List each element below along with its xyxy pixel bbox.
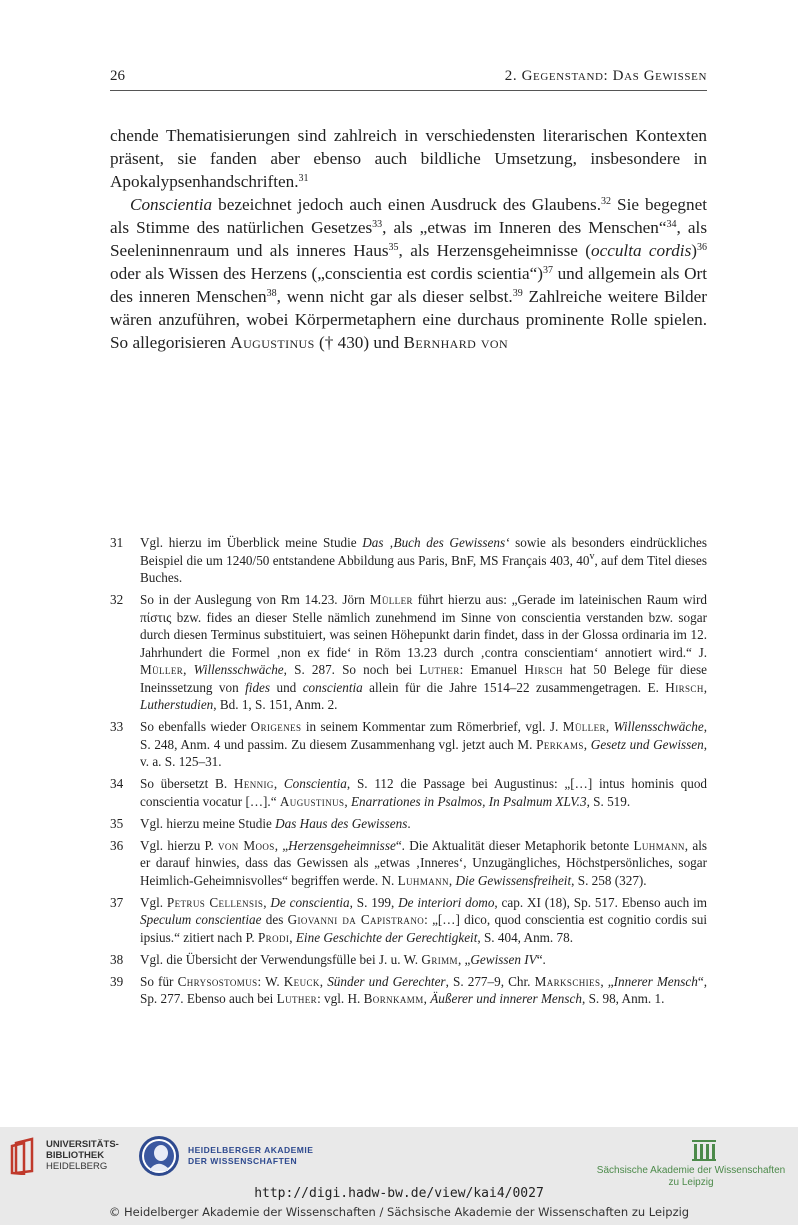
footnote-38 bbox=[110, 951, 707, 969]
paragraph-2 bbox=[110, 193, 707, 354]
text-run: Vgl. bbox=[140, 894, 167, 910]
text-run: , als Herzensgeheimnisse ( bbox=[398, 241, 591, 260]
text-run-italic: Conscientia bbox=[283, 776, 347, 791]
footnote-ref-34[interactable]: 34 bbox=[666, 219, 677, 230]
footnote-number: 38 bbox=[110, 951, 124, 967]
author-name: Origenes bbox=[250, 719, 302, 734]
text-run: und allgemein als Ort des inneren Menschen bbox=[110, 264, 707, 306]
text-run: , „ bbox=[600, 973, 614, 989]
footnote-ref-36[interactable]: 36 bbox=[697, 242, 707, 253]
text-run: , v. a. S. 125–31. bbox=[140, 736, 707, 769]
footnote-number: 35 bbox=[110, 815, 124, 831]
text-run: , bbox=[583, 736, 591, 752]
text-run-italic: De conscientia bbox=[270, 894, 350, 910]
footnote-34 bbox=[110, 775, 707, 810]
author-name: Luther bbox=[276, 991, 318, 1006]
text-run: , auf dem Titel dieses Buches. bbox=[140, 552, 707, 585]
logo-text: BIBLIOTHEK bbox=[46, 1150, 105, 1161]
footnote-number: 34 bbox=[110, 776, 124, 791]
text-run-italic: Eine Geschichte der Gerechtigkeit bbox=[295, 929, 478, 945]
text-run: So für bbox=[140, 973, 178, 989]
author-name: Hirsch bbox=[665, 679, 704, 695]
text-run: , S. 519. bbox=[586, 793, 631, 809]
logo-text: Sächsische Akademie der Wissenschaften bbox=[596, 1165, 786, 1176]
footnote-37 bbox=[110, 894, 707, 947]
text-run-italic: Herzensgeheimnisse bbox=[288, 837, 396, 853]
main-text bbox=[110, 124, 707, 354]
text-run: Sie begegnet als Stimme des natürlichen Gesetzes bbox=[110, 195, 707, 237]
footnote-number: 36 bbox=[110, 837, 124, 853]
running-head-title: 2. Gegenstand: Das Gewissen bbox=[504, 68, 707, 84]
ub-heidelberg-name bbox=[46, 1139, 119, 1172]
author-name: Luhmann bbox=[633, 837, 685, 853]
author-name: Augustinus bbox=[279, 793, 345, 809]
author-name: von Moos bbox=[218, 837, 275, 853]
superscript: v bbox=[589, 550, 595, 562]
text-run: : vgl. H. bbox=[317, 991, 364, 1006]
footnote-number: 32 bbox=[110, 592, 124, 607]
footnote-ref-32[interactable]: 32 bbox=[601, 196, 612, 207]
footnote-ref-39[interactable]: 39 bbox=[512, 288, 523, 299]
text-run: , bbox=[605, 719, 614, 734]
text-run-italic: Gesetz und Gewissen bbox=[590, 736, 704, 752]
text-run-italic: Das ‚Buch des Gewissens‘ bbox=[362, 535, 510, 550]
text-run-italic: Conscientia bbox=[130, 195, 213, 214]
hadw-name bbox=[188, 1145, 313, 1167]
text-run: , S. 287. So noch bei bbox=[283, 662, 420, 677]
text-run: des bbox=[261, 912, 288, 927]
footnote-32 bbox=[110, 591, 707, 714]
text-run: So ebenfalls wieder bbox=[140, 719, 251, 734]
text-run: , bbox=[344, 793, 351, 809]
text-run: “. Die Aktualität dieser Metaphorik betonte bbox=[395, 837, 634, 853]
text-run: , S. 98, Anm. 1. bbox=[581, 991, 665, 1006]
text-run: , bbox=[319, 973, 328, 989]
text-run: , „ bbox=[457, 951, 471, 967]
text-run-italic: Enarrationes in Psalmos, In Psalmum XLV.3 bbox=[351, 793, 587, 809]
footnote-number: 31 bbox=[110, 535, 124, 550]
text-run: , bbox=[273, 776, 284, 791]
permalink-url[interactable]: http://digi.hadw-bw.de/view/kai4/0027 bbox=[254, 1186, 544, 1201]
text-run: Zahlreiche weitere Bilder wären anzuführen, wobei Körpermetaphern eine durchaus prominente Rolle spielen. So allegorisieren bbox=[110, 287, 708, 352]
text-run: oder als Wissen des Herzens („conscientia est cordis scientia“) bbox=[110, 264, 543, 283]
footnote-31 bbox=[110, 534, 707, 587]
text-run-italic: Willensschwäche bbox=[613, 719, 704, 734]
text-run: “, Sp. 277. Ebenso auch bei bbox=[140, 973, 707, 1006]
text-run: , S. 258 (327). bbox=[571, 872, 647, 888]
text-run-italic: De interiori domo bbox=[398, 894, 495, 910]
footnote-number: 33 bbox=[110, 719, 124, 734]
author-name: Hennig bbox=[233, 776, 274, 791]
author-name: Müller bbox=[369, 592, 413, 607]
text-run: So übersetzt B. bbox=[140, 776, 234, 791]
text-run: So in der Auslegung von Rm 14.23. Jörn bbox=[140, 592, 370, 607]
text-run: : Emanuel bbox=[459, 662, 525, 677]
footnote-number: 39 bbox=[110, 973, 124, 989]
text-run-italic: Willensschwäche bbox=[193, 662, 284, 677]
author-name: Hirsch bbox=[524, 662, 563, 677]
page-number: 26 bbox=[110, 68, 125, 84]
author-name: Augustinus bbox=[230, 333, 315, 352]
text-run-italic: Äußerer und innerer Mensch bbox=[430, 991, 582, 1006]
text-run: , bbox=[423, 991, 431, 1006]
logo-text: UNIVERSITÄTS- bbox=[46, 1139, 119, 1150]
author-name: Bornkamm bbox=[363, 991, 424, 1006]
copyright-notice: © Heidelberger Akademie der Wissenschaften / Sächsische Akademie der Wissenschaften zu Leipzig bbox=[108, 1205, 690, 1219]
logo-text: HEIDELBERG bbox=[46, 1161, 108, 1172]
text-run: , cap. XI (18), Sp. 517. Ebenso auch im bbox=[494, 894, 708, 910]
text-run: , S. 404, Anm. 78. bbox=[477, 929, 573, 945]
text-run: († 430) und bbox=[314, 333, 404, 352]
ub-heidelberg-logo-icon[interactable] bbox=[10, 1137, 40, 1175]
text-run: , Bd. 1, S. 151, Anm. 2. bbox=[213, 697, 338, 712]
paragraph-1 bbox=[110, 124, 707, 193]
running-header bbox=[110, 66, 707, 91]
text-run: , bbox=[703, 679, 708, 695]
text-run-italic: Gewissen IV bbox=[470, 951, 537, 967]
footnote-39 bbox=[110, 973, 707, 1008]
text-run: ) bbox=[691, 241, 697, 260]
text-run: chende Thematisierungen sind zahlreich in verschiedensten literarischen Kontexten präsent, sie fanden aber ebenso auch bildliche Umsetzung, insbesondere in Apokalypsenhandschriften. bbox=[110, 126, 707, 191]
text-run: , bbox=[448, 872, 456, 888]
footnote-36 bbox=[110, 837, 707, 890]
text-run: , S. 112 die Passage bei Augustinus: „[…] intus hominis quod conscientia vocatur […].“ bbox=[140, 776, 708, 809]
text-run: : W. bbox=[257, 973, 284, 989]
text-run: führt hierzu aus: „Gerade im lateinischen Raum wird πίστις bzw. fides an dieser Stelle nämlich zunehmend im Sinne von conscientia verstanden bzw. sogar durch diesen Terminus substituiert, was seinen Höhepunkt darin findet, dass in der Glossa ordinaria im 12. Jahrhundert die Formel ‚non ex fide‘ in Röm 13.23 durch ‚contra conscientiam‘ annotiert wird.“ J. bbox=[140, 592, 707, 660]
author-name: Müller bbox=[140, 662, 184, 677]
text-run-italic: Innerer Mensch bbox=[613, 973, 698, 989]
text-run: , als er darauf hinwies, dass das Gewissen als „etwas ‚Inneres‘, Unzugängliches, Höchstpersönliches, sogar Heimlich-Geheimnisvolles“ begriffen werde. N. bbox=[140, 837, 708, 888]
text-run: Vgl. hierzu P. bbox=[140, 837, 218, 853]
text-run: allein für die Jahre 1514–22 zusammengetragen. E. bbox=[362, 679, 666, 695]
author-name: Giovanni da Capistrano bbox=[287, 912, 425, 927]
text-run: in seinem Kommentar zum Römerbrief, vgl. J. bbox=[301, 719, 563, 734]
footnote-ref-37[interactable]: 37 bbox=[542, 265, 553, 276]
text-run: und bbox=[270, 679, 303, 695]
text-run-italic: occulta cordis bbox=[590, 241, 692, 260]
text-run: , wenn nicht gar als dieser selbst. bbox=[276, 287, 513, 306]
hadw-portrait-logo-icon[interactable] bbox=[138, 1135, 180, 1177]
footnote-ref-33[interactable]: 33 bbox=[372, 219, 383, 230]
text-run: , S. 199, bbox=[349, 894, 399, 910]
text-run-italic: Speculum conscientiae bbox=[140, 912, 262, 927]
author-name: Müller bbox=[562, 719, 606, 734]
logo-text: zu Leipzig bbox=[668, 1177, 714, 1188]
author-name: Markschies bbox=[534, 973, 601, 989]
author-name: Bernhard von bbox=[403, 333, 509, 352]
text-run: , als „etwas im Inneren des Menschen“ bbox=[382, 218, 667, 237]
footnote-ref-38[interactable]: 38 bbox=[266, 288, 277, 299]
text-run-italic: Lutherstudien bbox=[140, 697, 214, 712]
text-run: . bbox=[407, 815, 411, 831]
text-run-italic: Das Haus des Gewissens bbox=[275, 815, 408, 831]
text-run: bezeichnet jedoch auch einen Ausdruck des Glaubens. bbox=[212, 195, 602, 214]
logo-text: DER WISSENSCHAFTEN bbox=[188, 1156, 298, 1166]
text-run-italic: conscientia bbox=[302, 679, 363, 695]
text-run-italic: fides bbox=[245, 679, 271, 695]
text-run: Vgl. die Übersicht der Verwendungsfülle bei J. u. W. bbox=[140, 951, 422, 967]
text-run: , S. 277–9, Chr. bbox=[445, 973, 535, 989]
digitization-footer bbox=[0, 1127, 798, 1225]
text-run: , bbox=[289, 929, 296, 945]
footnote-35 bbox=[110, 815, 707, 833]
text-run: : „[…] dico, quod conscientia est cognitio cordis sui ipsius.“ zitiert nach P. bbox=[140, 912, 707, 945]
footnotes bbox=[110, 534, 707, 1012]
author-name: Luther bbox=[419, 662, 460, 677]
author-name: Grimm bbox=[421, 951, 458, 967]
text-run: , als Seeleninnenraum und als inneres Haus bbox=[110, 218, 708, 260]
author-name: Petrus Cellensis bbox=[166, 894, 264, 910]
text-run-italic: Sünder und Gerechter bbox=[327, 973, 446, 989]
author-name: Perkams bbox=[536, 736, 584, 752]
footnote-ref-35[interactable]: 35 bbox=[388, 242, 399, 253]
author-name: Prodi bbox=[257, 929, 290, 945]
logo-text: HEIDELBERGER AKADEMIE bbox=[188, 1145, 314, 1155]
text-run: , bbox=[263, 894, 271, 910]
text-run: , S. 248, Anm. 4 und passim. Zu diesem Zusammenhang vgl. jetzt auch M. bbox=[140, 719, 707, 752]
text-run: hat 50 Belege für diese Ineinssetzung von bbox=[140, 662, 708, 695]
footnote-33 bbox=[110, 718, 707, 771]
saw-building-logo-icon[interactable] bbox=[691, 1137, 717, 1161]
text-run: , bbox=[183, 662, 194, 677]
footnote-number: 37 bbox=[110, 894, 124, 910]
text-run-italic: Die Gewissensfreiheit bbox=[455, 872, 572, 888]
footnote-ref-31[interactable]: 31 bbox=[298, 173, 309, 184]
author-name: Keuck bbox=[283, 973, 320, 989]
text-run: , „ bbox=[274, 837, 289, 853]
author-name: Chrysostomus bbox=[177, 973, 258, 989]
text-run: “. bbox=[536, 951, 546, 967]
text-run: Vgl. hierzu im Überblick meine Studie bbox=[140, 535, 363, 550]
text-run: Vgl. hierzu meine Studie bbox=[140, 815, 276, 831]
author-name: Luhmann bbox=[397, 872, 449, 888]
text-run: sowie als besonders eindrückliches Beispiel die um 1240/50 entstandene Abbildung aus Paris, BnF, MS Français 403, 40 bbox=[140, 535, 708, 568]
